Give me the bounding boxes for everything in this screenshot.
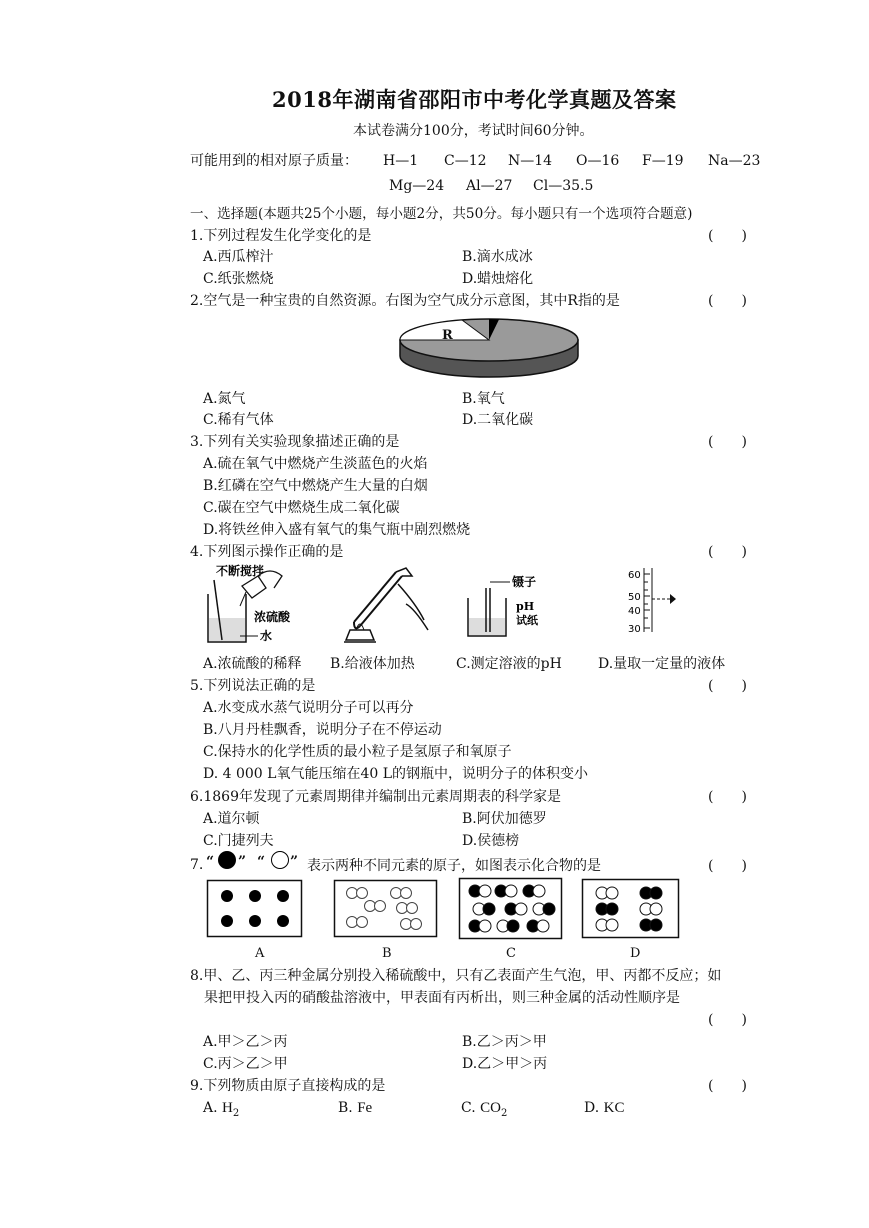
q5-option-a: A.水变成水蒸气说明分子可以再分 [203,700,414,716]
q9-option-b [338,1098,372,1118]
figure-heating-liquid [336,564,436,648]
q1-option-a: A.西瓜榨汁 [203,249,274,265]
q9-option-a-letter: A. [203,1100,218,1116]
q8-option-a: A.甲＞乙＞丙 [203,1034,288,1050]
air-composition-pie-figure [398,318,580,380]
q6-option-c: C.门捷列夫 [203,833,274,849]
q7-label-b: B [382,946,392,961]
question-4-stem: 4.下列图示操作正确的是 [190,544,344,560]
answer-paren: ( ) [708,678,747,694]
fig-c-tweezers-label: 镊子 [512,575,537,589]
q9-option-a-formula: H [222,1100,233,1116]
atomic-mass-c: C—12 [444,153,487,169]
q2-option-d: D.二氧化碳 [462,412,534,428]
figure-ph-test [460,568,560,648]
q7-label-c: C [506,946,516,961]
atomic-mass-mg: Mg—24 [389,178,445,194]
fig-a-water-label: 水 [260,629,273,643]
q5-option-c: C.保持水的化学性质的最小粒子是氢原子和氧原子 [203,744,512,760]
question-7-number: 7. [190,857,204,873]
fig-c-ph-label: pH [516,600,535,613]
q9-option-d [584,1098,624,1118]
molecule-box-d [582,879,680,939]
q9-option-b-formula: Fe [357,1100,373,1116]
quote-close: ” [238,854,247,870]
q3-option-d: D.将铁丝伸入盛有氧气的集气瓶中剧烈燃烧 [203,522,471,538]
question-8-line1: 8.甲、乙、丙三种金属分别投入稀硫酸中，只有乙表面产生气泡，甲、丙都不反应；如 [190,968,722,984]
question-2-stem: 2.空气是一种宝贵的自然资源。右图为空气成分示意图，其中R指的是 [190,293,620,309]
black-atom-icon [218,851,236,869]
q5-option-b: B.八月丹桂飘香，说明分子在不停运动 [203,722,442,738]
q9-option-c [461,1098,507,1124]
answer-paren: ( ) [708,293,747,309]
q9-option-d-letter: D. [584,1100,600,1116]
question-3-stem: 3.下列有关实验现象描述正确的是 [190,434,400,450]
question-5-stem: 5.下列说法正确的是 [190,678,316,694]
figure-acid-dilution [200,562,310,648]
atomic-mass-n: N—14 [508,153,553,169]
fig-d-tick-60: 60 [628,570,641,581]
white-atom-icon [271,851,289,869]
question-9-stem: 9.下列物质由原子直接构成的是 [190,1078,386,1094]
atomic-mass-h: H—1 [383,153,419,169]
q1-option-c: C.纸张燃烧 [203,271,274,287]
fig-a-stir-label: 不断搅拌 [216,564,265,578]
q4-option-c: C.测定溶液的pH [456,656,562,672]
quote-close: ” [290,854,299,870]
q9-option-a-sub: 2 [232,1107,240,1119]
answer-paren: ( ) [708,1012,747,1028]
answer-paren: ( ) [708,858,747,874]
fig-d-tick-50: 50 [628,592,641,603]
answer-paren: ( ) [708,544,747,560]
q4-option-b: B.给液体加热 [330,656,415,672]
q4-option-d: D.量取一定量的液体 [598,656,726,672]
atomic-mass-na: Na—23 [708,153,761,169]
question-1-stem: 1.下列过程发生化学变化的是 [190,228,372,244]
q9-option-c-sub: 2 [500,1107,508,1119]
q9-option-c-letter: C. [461,1100,476,1116]
atomic-mass-al: Al—27 [466,178,513,194]
q9-option-d-formula: KC [603,1100,625,1116]
atomic-mass-o: O—16 [576,153,620,169]
q9-option-b-letter: B. [338,1100,353,1116]
quote-open: “ [206,854,215,870]
fig-d-tick-30: 30 [628,624,641,635]
section-header: 一、选择题(本题共25个小题，每小题2分，共50分。每小题只有一个选项符合题意) [190,206,693,222]
q6-option-b: B.阿伏加德罗 [462,811,547,827]
figure-graduated-cylinder [624,566,694,648]
answer-paren: ( ) [708,789,747,805]
fig-c-paper-label: 试纸 [516,614,538,627]
atomic-mass-cl: Cl—35.5 [533,178,594,194]
question-6-stem: 6.1869年发现了元素周期律并编制出元素周期表的科学家是 [190,789,561,805]
q4-option-a: A.浓硫酸的稀释 [203,656,302,672]
q7-label-a: A [255,946,265,961]
answer-paren: ( ) [708,1078,747,1094]
atomic-mass-f: F—19 [642,153,684,169]
q3-option-b: B.红磷在空气中燃烧产生大量的白烟 [203,478,428,494]
q2-option-c: C.稀有气体 [203,412,274,428]
fig-d-tick-40: 40 [628,606,641,617]
q1-option-d: D.蜡烛熔化 [462,271,534,287]
q2-option-b: B.氧气 [462,391,505,407]
molecule-box-a [207,880,303,938]
q9-option-a [203,1098,239,1124]
molecule-box-b [334,880,438,938]
atomic-mass-label: 可能用到的相对原子质量： [190,153,358,169]
q6-option-d: D.侯德榜 [462,833,520,849]
question-8-line2: 果把甲投入丙的硝酸盐溶液中，甲表面有丙析出，则三种金属的活动性顺序是 [204,990,680,1006]
q2-option-a: A.氮气 [203,391,246,407]
question-7-stem: 表示两种不同元素的原子，如图表示化合物的是 [307,858,601,874]
q3-option-c: C.碳在空气中燃烧生成二氧化碳 [203,500,400,516]
pie-label-r: R [442,328,453,343]
q8-option-d: D.乙＞甲＞丙 [462,1056,548,1072]
q7-label-d: D [630,946,641,961]
answer-paren: ( ) [708,434,747,450]
subtitle: 本试卷满分100分，考试时间60分钟。 [353,123,594,139]
q8-option-c: C.丙＞乙＞甲 [203,1056,288,1072]
quote-open: “ [257,854,266,870]
fig-a-acid-label: 浓硫酸 [254,610,291,624]
q3-option-a: A.硫在氧气中燃烧产生淡蓝色的火焰 [203,456,428,472]
q9-option-c-formula: CO [480,1100,501,1116]
answer-paren: ( ) [708,228,747,244]
q6-option-a: A.道尔顿 [203,811,260,827]
q1-option-b: B.滴水成冰 [462,249,533,265]
q8-option-b: B.乙＞丙＞甲 [462,1034,547,1050]
molecule-box-c [459,878,563,940]
q5-option-d: D. 4 000 L氧气能压缩在40 L的钢瓶中，说明分子的体积变小 [203,766,589,782]
page-title: 2018年湖南省邵阳市中考化学真题及答案 [272,87,677,112]
